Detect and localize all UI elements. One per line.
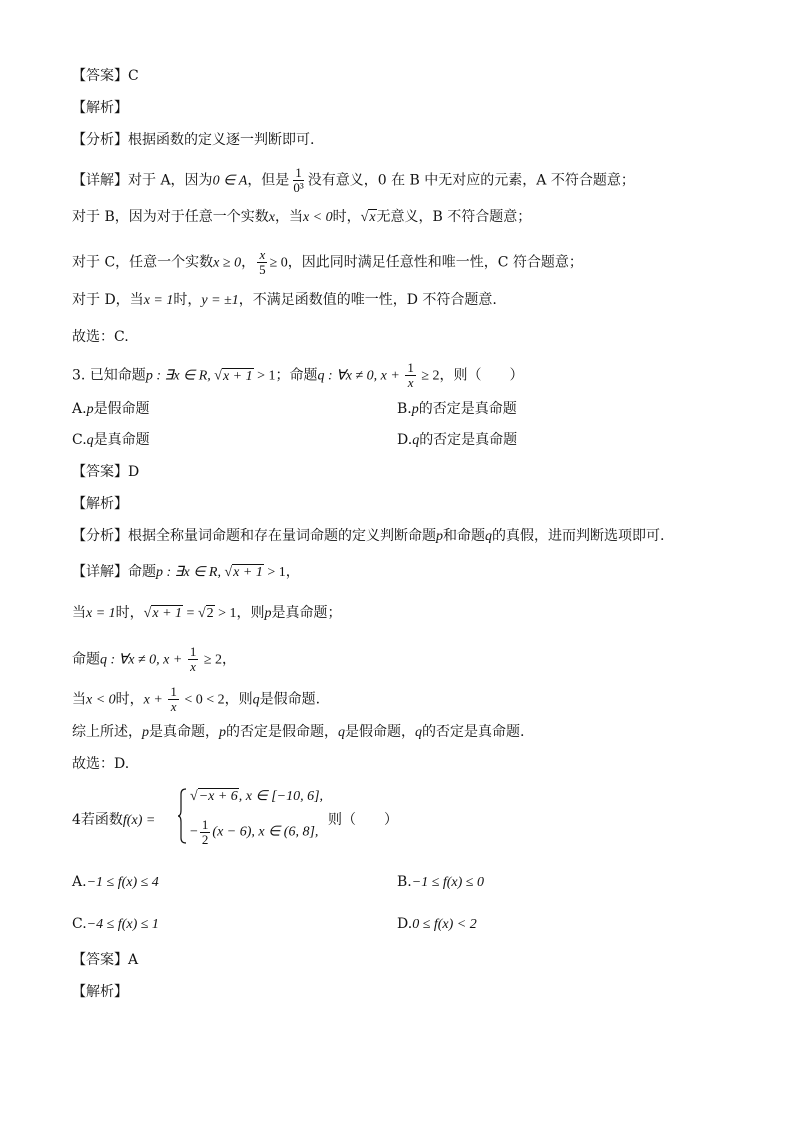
conclusion-q2: 故选：C. xyxy=(72,329,129,345)
detail-line-q2-d: 对于 D，当x = 1时，y = ±1，不满足函数值的唯一性，D 不符合题意. xyxy=(72,292,497,308)
question-4: 4若函数f(x) = xyxy=(72,812,156,828)
detail-line-q2-b: 对于 B，因为对于任意一个实数x，当x < 0时，√x无意义，B 不符合题意； xyxy=(72,209,532,225)
option-3c[interactable]: C.q是真命题 xyxy=(72,432,150,448)
option-4b[interactable]: B.−1 ≤ f(x) ≤ 0 xyxy=(397,874,484,890)
option-4a[interactable]: A.−1 ≤ f(x) ≤ 4 xyxy=(72,874,159,890)
fraction: $\frac{1}{x}$ xyxy=(407,360,414,390)
detail-line-q3-b: 当x = 1时，√x + 1 = √2 > 1，则p是真命题； xyxy=(72,605,342,621)
piecewise-case-2: − $\frac{1}{2}$ (x − 6), x ∈ (6, 8], xyxy=(190,817,319,847)
analysis-summary-q2: 【分析】根据函数的定义逐一判断即可. xyxy=(72,132,315,148)
option-4c[interactable]: C.−4 ≤ f(x) ≤ 1 xyxy=(72,916,159,932)
sqrt-expression: √x + 1 xyxy=(224,565,263,580)
conclusion-q3: 故选：D. xyxy=(72,756,130,772)
fraction: $\frac{x}{5}$ xyxy=(259,247,266,277)
analysis-heading-q3: 【解析】 xyxy=(72,496,128,512)
detail-line-q3-a: 【详解】命题p : ∃x ∈ R, √x + 1 > 1， xyxy=(72,564,300,580)
detail-line-q2-a: 【详解】对于 A，因为0 ∈ A，但是 $\frac{1}{\text{0³}}$ 没有意义，0 在 B 中无对应的元素，A 不符合题意； xyxy=(72,165,635,195)
fraction: $\frac{1}{x}$ xyxy=(170,684,177,714)
answer-line-q4: 【答案】A xyxy=(72,952,139,968)
analysis-summary-q3: 【分析】根据全称量词命题和存在量词命题的定义判断命题p和命题q的真假，进而判断选项即可. xyxy=(72,528,665,544)
question-4-tail: 则（ ） xyxy=(328,812,398,828)
sqrt-expression: √2 xyxy=(197,606,214,621)
analysis-heading-q4: 【解析】 xyxy=(72,984,128,1000)
option-3d[interactable]: D.q的否定是真命题 xyxy=(397,432,518,448)
option-3b[interactable]: B.p的否定是真命题 xyxy=(397,401,517,417)
answer-line-q3: 【答案】D xyxy=(72,464,140,480)
option-3a[interactable]: A.p是假命题 xyxy=(72,401,150,417)
piecewise-case-1: √−x + 6, x ∈ [−10, 6], xyxy=(190,789,324,804)
detail-line-q3-c: 命题q : ∀x ≠ 0, x + $\frac{1}{x}$ ≥ 2， xyxy=(72,644,236,674)
detail-line-q3-d: 当x < 0时，x + $\frac{1}{x}$ < 0 < 2，则q是假命题. xyxy=(72,684,321,714)
left-brace xyxy=(177,788,187,844)
detail-line-q2-c: 对于 C，任意一个实数x ≥ 0， $\frac{x}{5}$ ≥ 0，因此同时满足任意性和唯一性，C 符合题意； xyxy=(72,247,583,277)
answer-line-q2: 【答案】C xyxy=(72,68,139,84)
option-4d[interactable]: D.0 ≤ f(x) < 2 xyxy=(397,916,477,932)
fraction: $\frac{1}{x}$ xyxy=(189,644,197,674)
sqrt-expression: √x xyxy=(360,210,376,225)
summary-q3: 综上所述，p是真命题，p的否定是假命题，q是假命题，q的否定是真命题. xyxy=(72,724,525,740)
sqrt-expression: √x + 1 xyxy=(214,368,253,384)
analysis-heading-q2: 【解析】 xyxy=(72,100,128,116)
fraction: $\frac{1}{\text{0³}}$ xyxy=(293,165,304,195)
question-3: 3. 已知命题p : ∃x ∈ R, √x + 1 > 1；命题q : ∀x ≠ 0, x + $\frac{1}{x}$ ≥ 2，则（ ） xyxy=(72,360,524,390)
sqrt-expression: √x + 1 xyxy=(143,606,183,621)
